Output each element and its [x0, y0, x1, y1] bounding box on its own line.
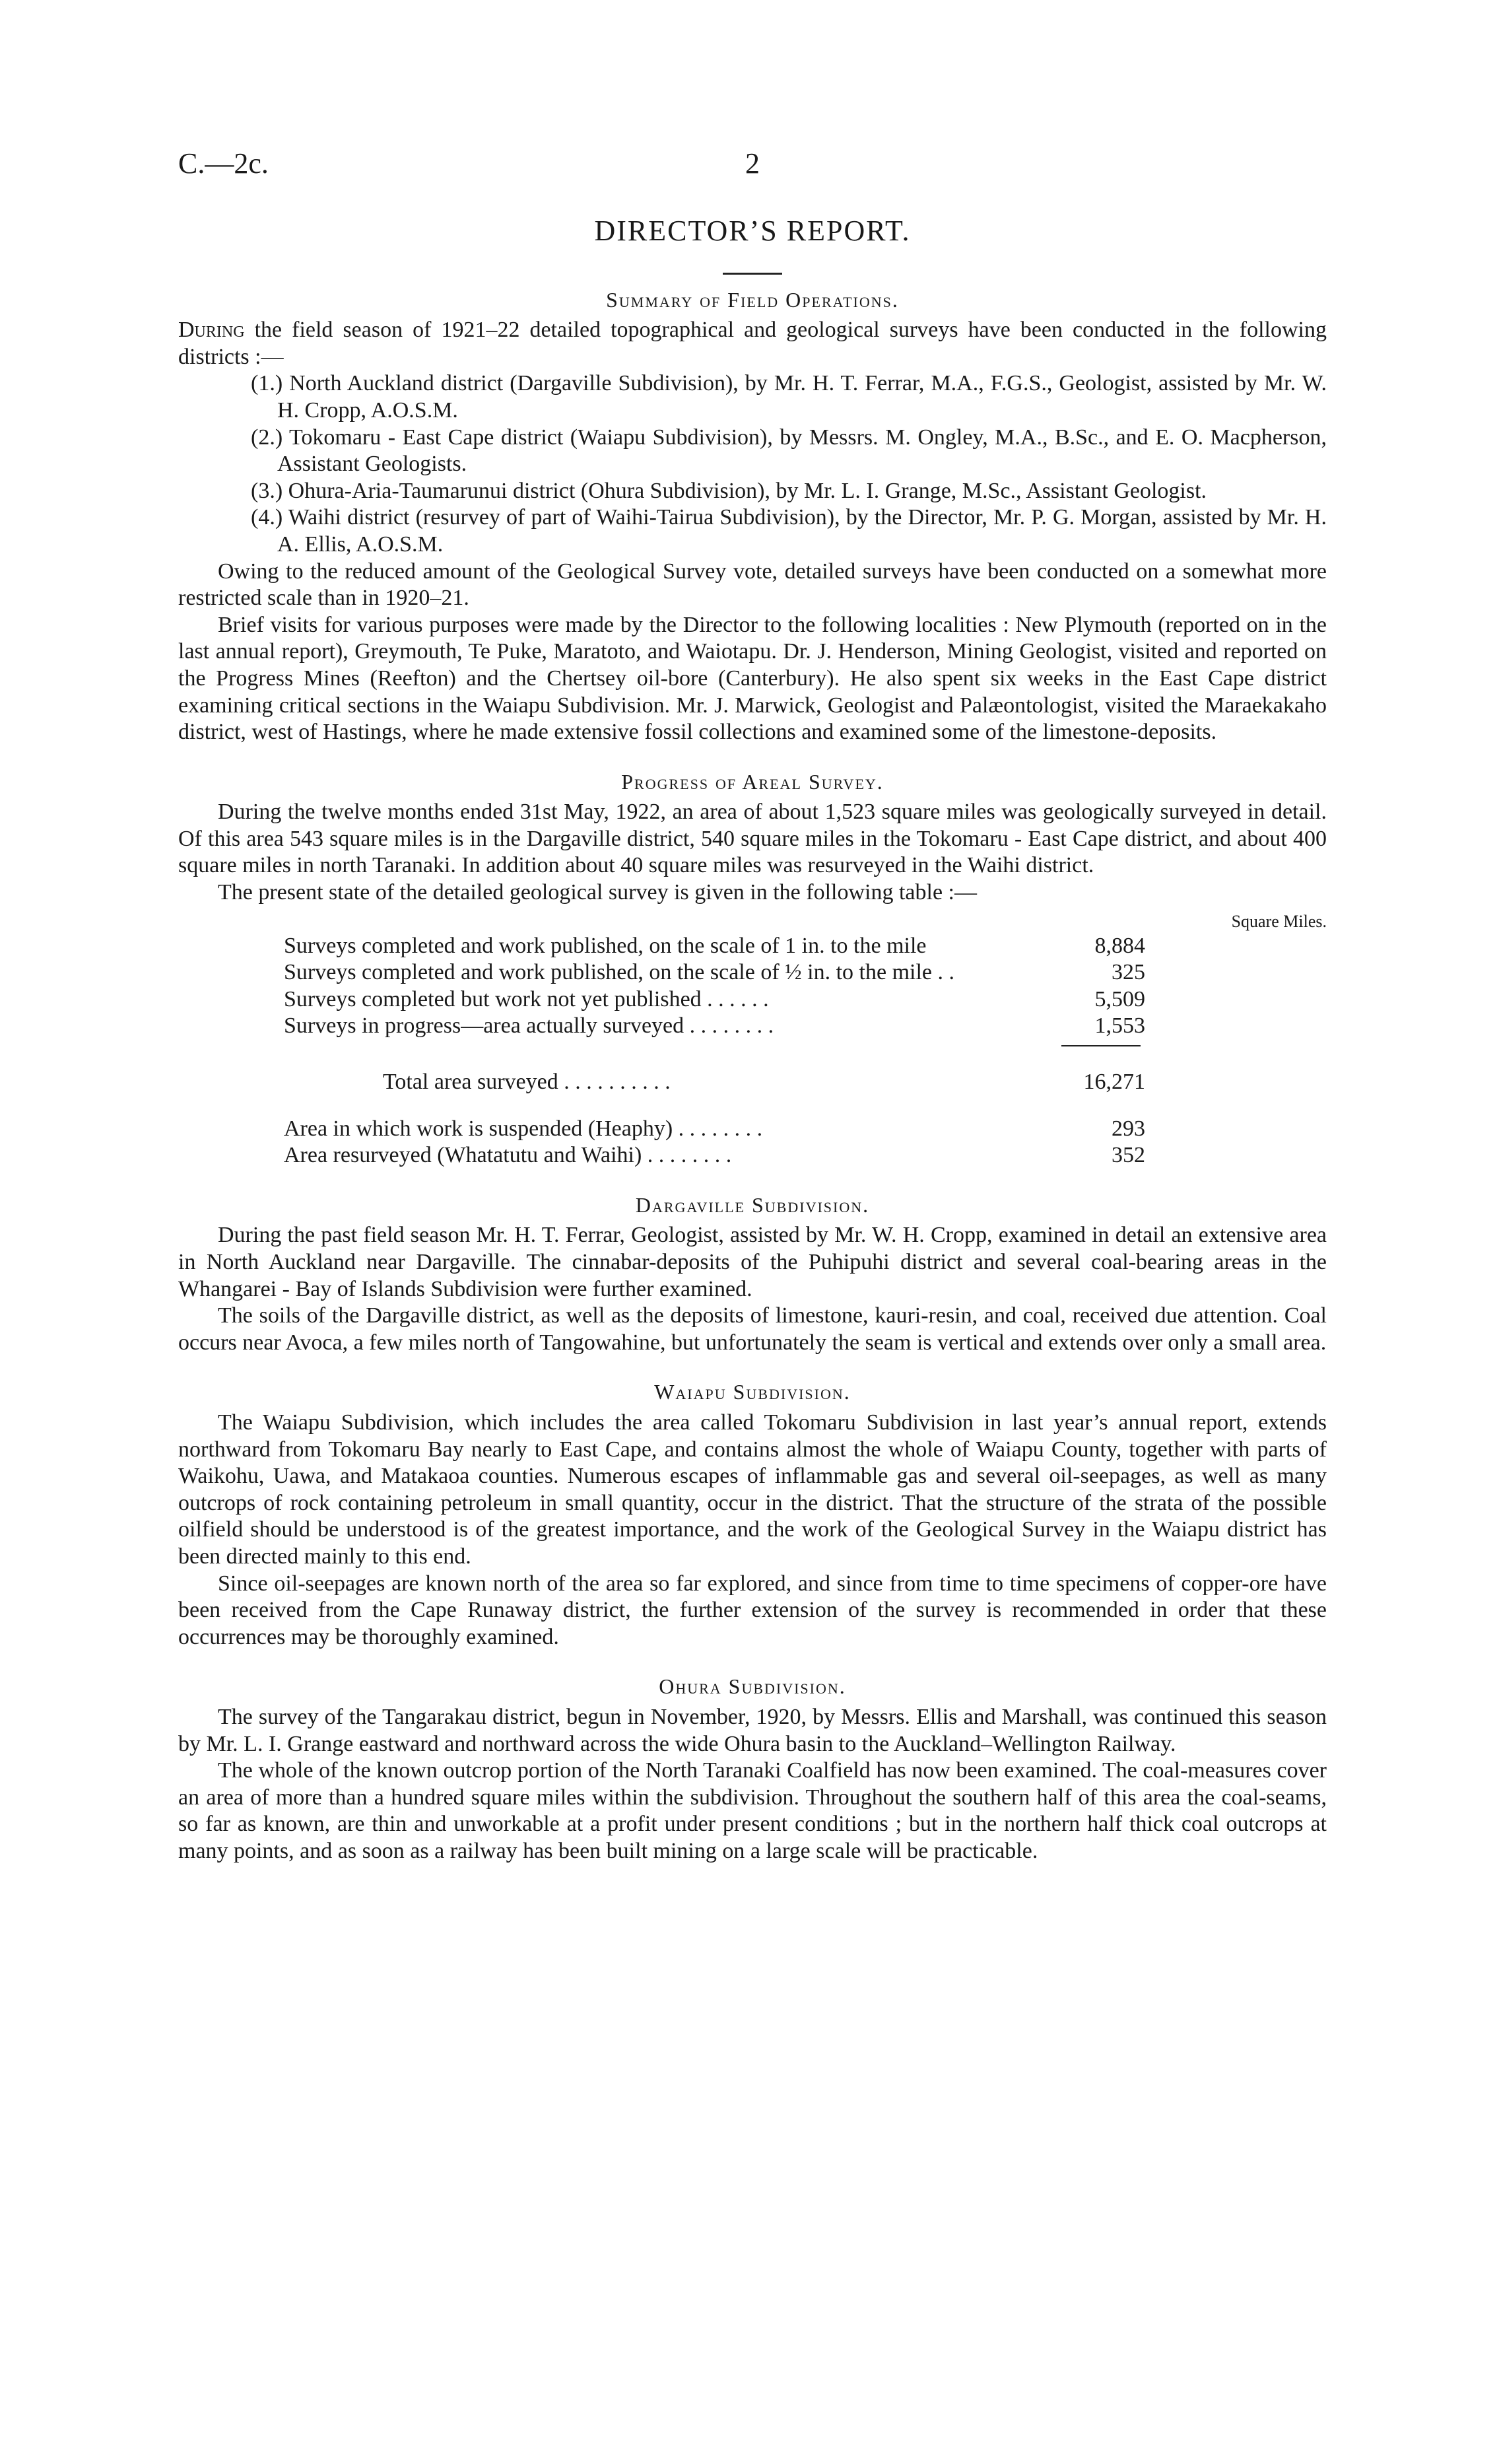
- district-item: (2.) Tokomaru - East Cape district (Waiapu Subdivision), by Messrs. M. Ongley, M.A., B.Sc., and E. O. Macpherson, Assistant Geologists.: [251, 425, 1327, 477]
- table-unit-header: Square Miles.: [1231, 911, 1327, 931]
- table-row-label: Surveys completed but work not yet published . . . . . .: [284, 986, 769, 1011]
- heading-ohura: Ohura Subdivision.: [659, 1674, 846, 1699]
- summary-intro: [178, 317, 1327, 370]
- heading-progress: Progress of Areal Survey.: [621, 769, 884, 794]
- table-row-value: 352: [1112, 1143, 1145, 1168]
- heading-waiapu: Waiapu Subdivision.: [654, 1380, 851, 1404]
- table-row-value: 293: [1112, 1116, 1145, 1141]
- paragraph-ohura-1: The survey of the Tangarakau district, begun in November, 1920, by Messrs. Ellis and Marshall, was continued this season by Mr. L. I. Grange eastward and northward across the wide Ohura basin to the Auckland–Wellington Railway.: [178, 1704, 1327, 1756]
- summary-intro-rest: the field season of 1921–22 detailed topographical and geological surveys have been conducted in the following districts :—: [178, 318, 1327, 369]
- district-item: (3.) Ohura-Aria-Taumarunui district (Ohura Subdivision), by Mr. L. I. Grange, M.Sc., Assistant Geologist.: [251, 478, 1207, 503]
- paragraph-table-intro: The present state of the detailed geological survey is given in the following table :—: [218, 880, 978, 905]
- paragraph-waiapu-2: Since oil-seepages are known north of the area so far explored, and since from time to time specimens of copper-ore have been received from the Cape Runaway district, the further extension of the survey is recommended in order that these occurrences may be thoroughly examined.: [178, 1571, 1327, 1649]
- table-total-value: 16,271: [1083, 1070, 1145, 1095]
- table-row-label: Surveys completed and work published, on the scale of ½ in. to the mile . .: [284, 960, 955, 985]
- page-header: [178, 147, 1327, 186]
- heading-dargaville: Dargaville Subdivision.: [635, 1192, 870, 1217]
- report-title: DIRECTOR’S REPORT.: [594, 215, 911, 247]
- summary-intro-lead: During: [178, 318, 245, 343]
- page-number: 2: [745, 147, 760, 180]
- paragraph-dargaville-2: The soils of the Dargaville district, as well as the deposits of limestone, kauri-resin, and coal, received due attention. Coal occurs near Avoca, a few miles north of Tangowahine, but unfortunately the seam is vertical and extends over only a small area.: [178, 1303, 1327, 1355]
- table-row: [178, 933, 1327, 960]
- table-row-value: 325: [1112, 960, 1145, 985]
- table-sum-rule: [1061, 1045, 1141, 1046]
- table-total-label: Total area surveyed . . . . . . . . . .: [383, 1070, 671, 1095]
- table-row-value: 1,553: [1094, 1013, 1145, 1039]
- district-item: (4.) Waihi district (resurvey of part of Waihi-Tairua Subdivision), by the Director, Mr. P. G. Morgan, assisted by Mr. H. A. Ellis, A.O.S.M.: [251, 505, 1327, 557]
- paragraph-dargaville-1: During the past field season Mr. H. T. Ferrar, Geologist, assisted by Mr. W. H. Cropp, examined in detail an extensive area in North Auckland near Dargaville. The cinnabar-deposits of the Puhipuhi district and several coal-bearing areas in the Whangarei - Bay of Islands Subdivision were further examined.: [178, 1223, 1327, 1301]
- table-row: [178, 1142, 1327, 1169]
- paragraph-ohura-2: The whole of the known outcrop portion of the North Taranaki Coalfield has now been examined. The coal-measures cover an area of more than a hundred square miles within the subdivision. Throughout the southern half of this area the coal-seams, so far as known, are thin and unworkable at a profit under present conditions ; but in the northern half thick coal outcrops at many points, and as soon as a railway has been built mining on a large scale will be practicable.: [178, 1758, 1327, 1863]
- table-row-label: Surveys in progress—area actually surveyed . . . . . . . .: [284, 1013, 774, 1039]
- table-row-label: Area resurveyed (Whatatutu and Waihi) . . . . . . . .: [284, 1143, 732, 1168]
- table-row-label: Surveys completed and work published, on the scale of 1 in. to the mile: [284, 933, 927, 958]
- table-row: [178, 1116, 1327, 1143]
- table-row-label: Area in which work is suspended (Heaphy) . . . . . . . .: [284, 1116, 763, 1141]
- table-row: [178, 959, 1327, 986]
- paragraph-visits: Brief visits for various purposes were made by the Director to the following localities : New Plymouth (reported on in the last annual report), Greymouth, Te Puke, Maratoto, and Waiotapu. Dr. J. Henderson, Mining Geologist, visited and reported on the Progress Mines (Reefton) and the Chertsey oil-bore (Canterbury). He also spent six weeks in the East Cape district examining critical sections in the Waiapu Subdivision. Mr. J. Marwick, Geologist and Palæontologist, visited the Maraekakaho district, west of Hastings, where he made extensive fossil collections and examined some of the limestone-deposits.: [178, 612, 1327, 745]
- district-list: [178, 370, 1327, 558]
- heading-summary: Summary of Field Operations.: [606, 287, 899, 312]
- table-row-value: 5,509: [1094, 986, 1145, 1011]
- table-row: [178, 986, 1327, 1013]
- document-reference: C.—2c.: [178, 147, 269, 180]
- table-row: [178, 1013, 1327, 1040]
- district-item: (1.) North Auckland district (Dargaville Subdivision), by Mr. H. T. Ferrar, M.A., F.G.S., Geologist, assisted by Mr. W. H. Cropp, A.O.S.M.: [251, 371, 1327, 423]
- title-divider: [723, 273, 782, 275]
- paragraph-waiapu-1: The Waiapu Subdivision, which includes the area called Tokomaru Subdivision in last year’s annual report, extends northward from Tokomaru Bay nearly to East Cape, and contains almost the whole of Waiapu County, together with parts of Waikohu, Uawa, and Matakaoa counties. Numerous escapes of inflammable gas and several oil-seepages, as well as many outcrops of rock containing petroleum in small quantity, occur in the district. That the structure of the strata of the possible oilfield should be understood is of the greatest importance, and the work of the Geological Survey in the Waiapu district has been directed mainly to this end.: [178, 1410, 1327, 1569]
- report-body: [178, 215, 1327, 1865]
- table-row-value: 8,884: [1094, 933, 1145, 958]
- paragraph-area-surveyed: During the twelve months ended 31st May, 1922, an area of about 1,523 square miles was geologically surveyed in detail. Of this area 543 square miles is in the Dargaville district, 540 square miles in the Tokomaru - East Cape district, and about 400 square miles in north Taranaki. In addition about 40 square miles was resurveyed in the Waihi district.: [178, 800, 1327, 878]
- table-total-row: [178, 1069, 1327, 1096]
- survey-area-table: [178, 910, 1327, 1169]
- paragraph-survey-vote: Owing to the reduced amount of the Geological Survey vote, detailed surveys have been conducted on a somewhat more restricted scale than in 1920–21.: [178, 559, 1327, 611]
